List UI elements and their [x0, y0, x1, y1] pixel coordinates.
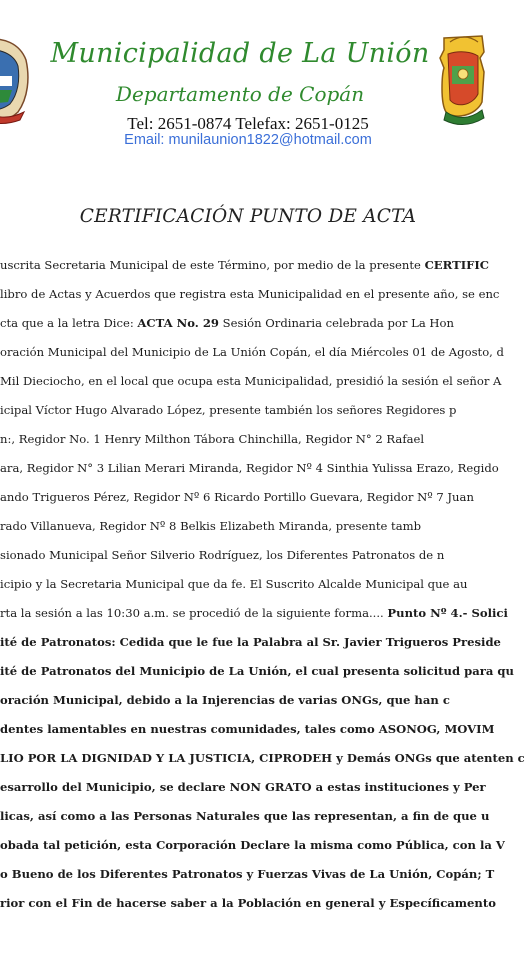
document-text: icipio y la Secretaria Municipal que da fe. El Suscrito Alcalde Municipal que au	[0, 577, 468, 591]
document-line	[0, 457, 499, 479]
document-line	[0, 747, 525, 769]
document-text: Mil Dieciocho, en el local que ocupa esta Municipalidad, presidió la sesión el señor A	[0, 374, 502, 388]
document-text: sionado Municipal Señor Silverio Rodríguez, los Diferentes Patronatos de n	[0, 548, 445, 562]
document-text: icipal Víctor Hugo Alvarado López, presente también los señores Regidores p	[0, 403, 457, 417]
letterhead-title: Municipalidad de La Unión	[50, 38, 430, 69]
document-text-bold: Punto Nº 4.- Solici	[387, 606, 508, 620]
document-text-bold: ité de Patronatos del Municipio de La Unión, el cual presenta solicitud para qu	[0, 664, 514, 678]
document-line	[0, 544, 444, 566]
document-line	[0, 486, 474, 508]
certification-heading: CERTIFICACIÓN PUNTO DE ACTA	[79, 206, 417, 227]
letterhead-email: Email: munilaunion1822@hotmail.com	[124, 132, 372, 148]
document-text-bold: licas, así como a las Personas Naturales que las representan, a fin de que u	[0, 809, 490, 823]
document-line	[0, 515, 421, 537]
document-text: ando Trigueros Pérez, Regidor Nº 6 Ricardo Portillo Guevara, Regidor Nº 7 Juan	[0, 490, 474, 504]
document-text-bold: LIO POR LA DIGNIDAD Y LA JUSTICIA, CIPRODEH y Demás ONGs que atenten c	[0, 751, 525, 765]
document-line	[0, 805, 489, 827]
document-text: Sesión Ordinaria celebrada por La Hon	[219, 316, 454, 330]
document-text-bold: esarrollo del Municipio, se declare NON GRATO a estas instituciones y Per	[0, 780, 486, 794]
document-line	[0, 660, 514, 682]
document-line	[0, 892, 496, 914]
document-line	[0, 428, 424, 450]
document-line	[0, 312, 454, 334]
document-line	[0, 254, 489, 276]
document-text: rta la sesión a las 10:30 a.m. se procedió de la siguiente forma....	[0, 606, 388, 620]
document-line	[0, 834, 505, 856]
document-text: rado Villanueva, Regidor Nº 8 Belkis Elizabeth Miranda, presente tamb	[0, 519, 422, 533]
document-line	[0, 689, 450, 711]
document-line	[0, 283, 499, 305]
document-line	[0, 718, 494, 740]
document-line	[0, 863, 494, 885]
document-text-bold: o Bueno de los Diferentes Patronatos y Fuerzas Vivas de La Unión, Copán; T	[0, 867, 495, 881]
document-text-bold: ACTA No. 29	[137, 316, 219, 330]
document-text-bold: ité de Patronatos: Cedida que le fue la Palabra al Sr. Javier Trigueros Preside	[0, 635, 501, 649]
document-text: ara, Regidor N° 3 Lilian Merari Miranda, Regidor Nº 4 Sinthia Yulissa Erazo, Regido	[0, 461, 499, 475]
document-text-bold: oración Municipal, debido a la Injerencias de varias ONGs, que han c	[0, 693, 450, 707]
document-line	[0, 370, 501, 392]
document-text-bold: dentes lamentables en nuestras comunidades, tales como ASONOG, MOVIM	[0, 722, 495, 736]
document-line	[0, 399, 456, 421]
document-line	[0, 573, 467, 595]
document-text: n:, Regidor No. 1 Henry Milthon Tábora Chinchilla, Regidor N° 2 Rafael	[0, 432, 425, 446]
letterhead-department: Departamento de Copán	[115, 82, 365, 106]
document-text: libro de Actas y Acuerdos que registra esta Municipalidad en el presente año, se enc	[0, 287, 500, 301]
document-text: cta que a la letra Dice:	[0, 316, 138, 330]
document-line	[0, 631, 501, 653]
document-text: oración Municipal del Municipio de La Unión Copán, el día Miércoles 01 de Agosto, d	[0, 345, 504, 359]
letterhead-phones: Tel: 2651-0874 Telefax: 2651-0125	[127, 114, 369, 133]
document-line	[0, 341, 504, 363]
document-line	[0, 776, 486, 798]
document-text: uscrita Secretaria Municipal de este Término, por medio de la presente	[0, 258, 425, 272]
document-text-bold: rior con el Fin de hacerse saber a la Población en general y Específicamento	[0, 896, 496, 910]
document-text-bold: CERTIFIC	[424, 258, 490, 272]
document-text-bold: obada tal petición, esta Corporación Declare la misma como Pública, con la V	[0, 838, 505, 852]
document-line	[0, 602, 508, 624]
